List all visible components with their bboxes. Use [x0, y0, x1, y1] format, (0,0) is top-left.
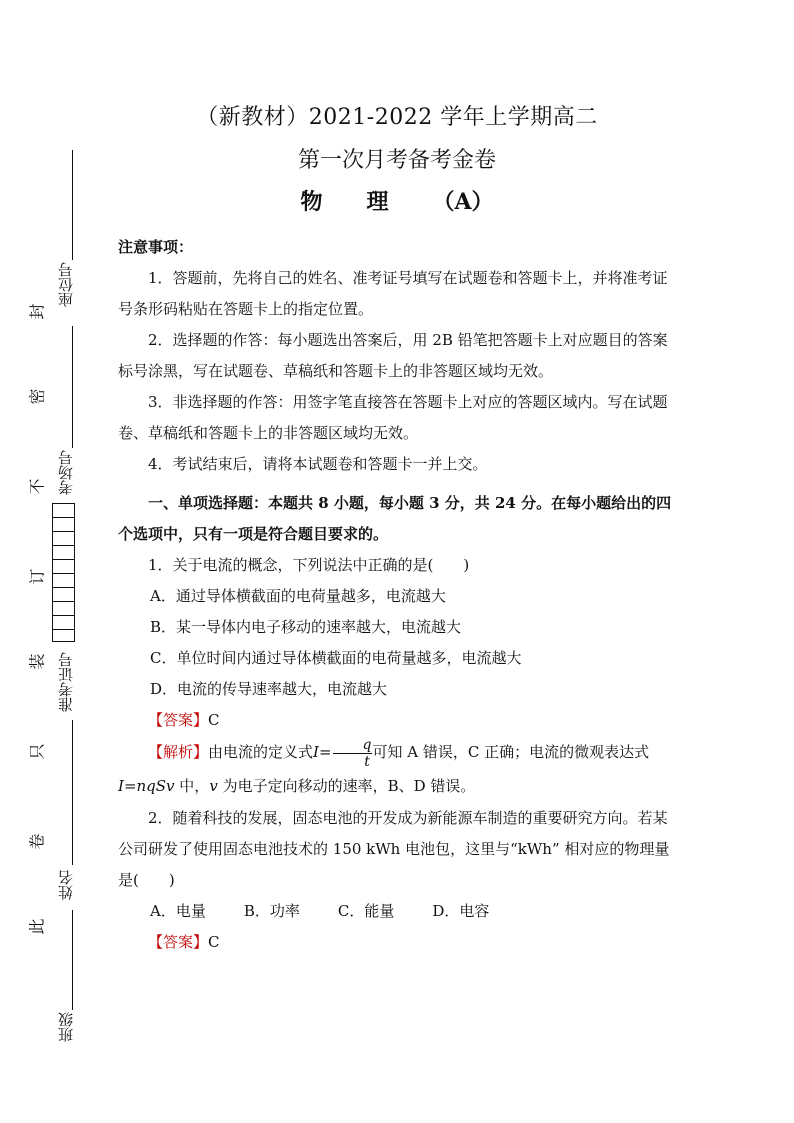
student-name-label: 姓名	[57, 870, 75, 900]
binding-line-4	[72, 910, 73, 1010]
formula-fraction	[333, 737, 372, 770]
question-2-option-a: A．电量	[150, 901, 206, 920]
fraction-numerator: q	[333, 737, 372, 754]
analysis-var-i: I	[313, 743, 319, 761]
seal-char-5: 装	[27, 653, 47, 670]
notice-title: 注意事项：	[118, 238, 194, 256]
question-1-option-a: A．通过导体横截面的电荷量越多，电流越大	[150, 587, 446, 605]
analysis-text-2: 可知 A 错误，C 正确；电流的微观表达式	[372, 743, 650, 761]
ticket-number-label: 准考证号	[57, 652, 75, 712]
analysis-text-3: 中，	[174, 776, 210, 795]
binding-line-3	[72, 720, 73, 865]
seal-char-3: 不	[27, 478, 47, 495]
question-1-option-d: D．电流的传导速率越大，电流越大	[150, 680, 388, 698]
ticket-number-grid	[52, 503, 75, 642]
question-1-stem: 1．关于电流的概念，下列说法中正确的是( )	[148, 556, 470, 574]
exam-title-line2: 第一次月考备考金卷	[297, 148, 496, 173]
question-2-options	[118, 896, 678, 927]
question-1-option-c: C．单位时间内通过导体横截面的电荷量越多，电流越大	[150, 649, 522, 667]
question-2-stem: 2．随着科技的发展，固态电池的开发成为新能源车制造的重要研究方向。若某公司研发了使用固态电池技术的 150 kWh 电池包，这里与“kWh” 相对应的物理量是( )	[118, 808, 670, 889]
answer-tag-2: 【答案】	[148, 932, 209, 951]
section-heading: 一、单项选择题：本题共 8 小题，每小题 3 分，共 24 分。在每小题给出的四个选项中，只有一项是符合题目要求的。	[118, 494, 672, 543]
exam-room-label: 考场号	[57, 450, 75, 495]
binding-line-1	[72, 150, 73, 260]
question-2-answer	[118, 927, 678, 958]
exam-title-line1: （新教材）2021-2022 学年上学期高二	[196, 105, 598, 130]
analysis-var-v: v	[209, 776, 218, 795]
question-1-analysis	[118, 736, 678, 803]
seat-number-label: 座位号	[57, 262, 75, 307]
seal-char-8: 此	[27, 918, 47, 935]
question-1-option-b: B．某一导体内电子移动的速率越大，电流越大	[150, 618, 462, 636]
analysis-text-4: 为电子定向移动的速率，B、D 错误。	[217, 776, 476, 795]
question-1-answer	[118, 705, 678, 736]
notice-item-4: 4．考试结束后，请将本试题卷和答题卡一并上交。	[148, 455, 488, 473]
question-2-option-b: B．功率	[243, 901, 300, 920]
analysis-formula: nqSv	[136, 776, 175, 795]
analysis-equals: =	[318, 743, 332, 761]
answer-value-2: C	[208, 932, 220, 951]
binding-line-2	[72, 326, 73, 448]
analysis-var-i-2: I	[118, 776, 124, 795]
analysis-equals-2: =	[123, 776, 137, 795]
analysis-text-1: 由电流的定义式	[208, 743, 314, 761]
subject-char-1: 物	[300, 189, 323, 215]
notice-item-2: 2．选择题的作答：每小题选出答案后，用 2B 铅笔把答题卡上对应题目的答案标号涂黑，写在试题卷、草稿纸和答题卡上的非答题区域均无效。	[118, 331, 668, 380]
answer-tag: 【答案】	[148, 711, 209, 729]
seal-char-1: 封	[27, 303, 47, 320]
question-2-option-d: D．电容	[432, 901, 490, 920]
fraction-denominator: t	[364, 753, 370, 770]
seal-char-7: 卷	[27, 833, 47, 850]
analysis-tag: 【解析】	[148, 743, 209, 761]
answer-value: C	[208, 711, 220, 729]
seal-char-6: 只	[27, 743, 47, 760]
notice-item-1: 1．答题前，先将自己的姓名、准考证号填写在试题卷和答题卡上，并将准考证号条形码粘贴在答题卡上的指定位置。	[118, 269, 668, 318]
question-2-option-c: C．能量	[337, 901, 395, 920]
seal-char-4: 订	[27, 568, 47, 585]
subject-version: （A）	[432, 189, 494, 215]
subject-char-2: 理	[366, 189, 389, 215]
notice-item-3: 3．非选择题的作答：用签字笔直接答在答题卡上对应的答题区域内。写在试题卷、草稿纸和答题卡上的非答题区域均无效。	[118, 393, 668, 442]
exam-body	[118, 232, 678, 958]
subject-title	[0, 185, 794, 216]
seal-char-2: 密	[27, 388, 47, 405]
class-label: 班级	[57, 1012, 75, 1042]
